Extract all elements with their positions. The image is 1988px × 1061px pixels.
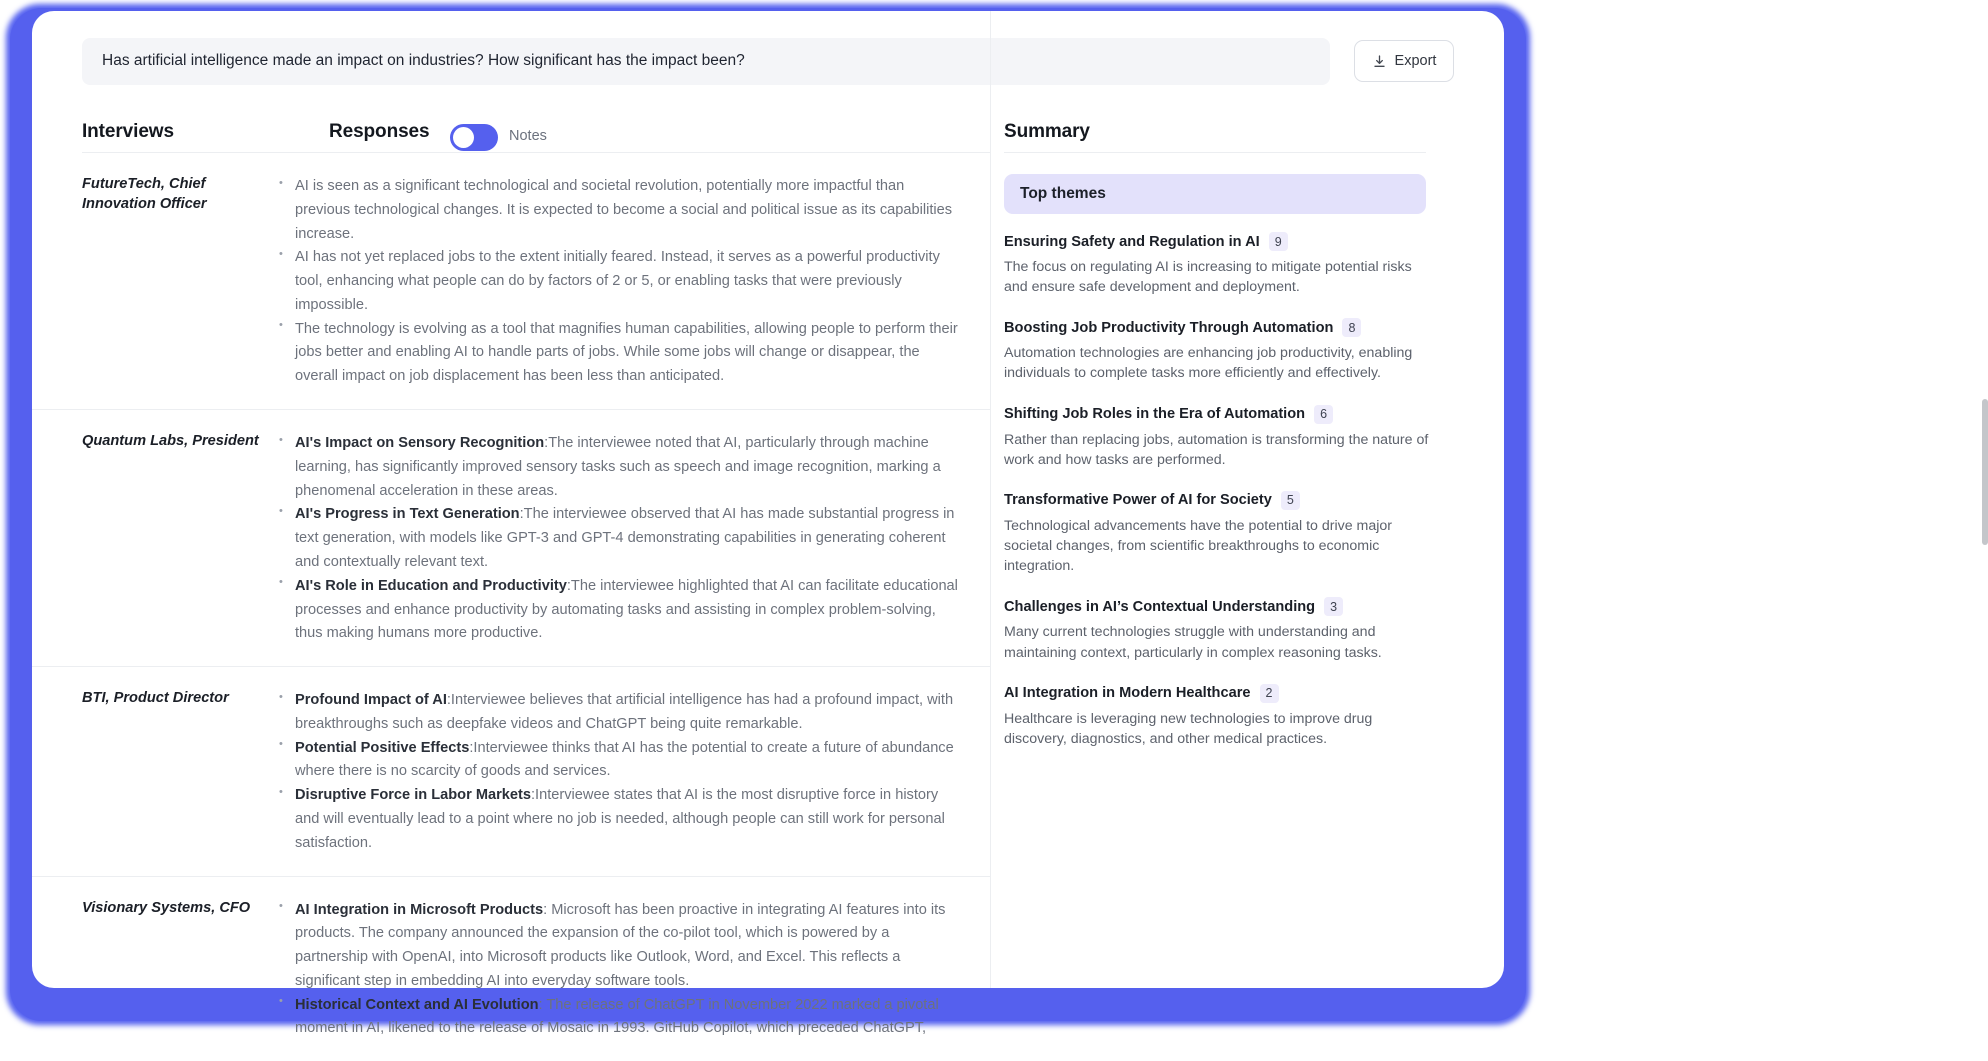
export-button[interactable] xyxy=(1354,40,1454,82)
response-bullet xyxy=(279,503,958,574)
interview-row xyxy=(32,153,990,410)
interview-row xyxy=(32,877,990,1061)
responses-scrollbar-thumb[interactable] xyxy=(1982,399,1988,545)
panel-vertical-divider xyxy=(990,11,991,988)
response-bullet-list xyxy=(279,689,990,855)
interview-row xyxy=(32,667,990,876)
response-bullet xyxy=(279,784,958,855)
response-bullet-lead: AI's Progress in Text Generation xyxy=(295,506,520,523)
interview-name: FutureTech, Chief Innovation Officer xyxy=(82,176,207,212)
response-bullet-text: AI is seen as a significant technological and societal revolution, potentially more impactful than previous technological changes. It is expected to become a social and political issue as its capabilities increase. xyxy=(295,178,953,242)
response-bullet-text: :Interviewee believes that artificial intelligence has had a profound impact, with breakthroughs such as deepfake videos and ChatGPT being quite remarkable. xyxy=(295,692,954,732)
theme-description: Technological advancements have the potential to drive major societal changes, from scientific breakthroughs to economic integration. xyxy=(1004,517,1393,575)
response-bullet-list xyxy=(279,899,990,1042)
response-bullet xyxy=(279,175,958,246)
interview-name: BTI, Product Director xyxy=(82,690,229,707)
theme-header xyxy=(1004,405,1434,424)
response-bullet-lead: Profound Impact of AI xyxy=(295,692,447,709)
response-bullet xyxy=(279,432,958,503)
response-bullet xyxy=(279,318,958,389)
response-bullet-text: : Microsoft has been proactive in integrating AI features into its products. The company announced the expansion of the co-pilot tool, which is powered by a partnership with OpenAI, into Microsoft products like Outlook, Word, and Excel. This reflects a significant step in embedding AI into everyday software tools. xyxy=(295,901,946,989)
column-headers xyxy=(32,97,1504,152)
export-button-label: Export xyxy=(1394,53,1437,69)
response-bullet-text: :The interviewee highlighted that AI can facilitate educational processes and enhance productivity by automating tasks and assisting in complex problem-solving, thus making humans more productive. xyxy=(295,577,958,642)
theme-item[interactable] xyxy=(1004,318,1434,383)
app-window xyxy=(32,11,1504,1037)
theme-item[interactable] xyxy=(1004,597,1434,662)
response-bullet-lead: AI's Impact on Sensory Recognition xyxy=(295,435,545,452)
response-bullet xyxy=(279,994,958,1042)
theme-header xyxy=(1004,684,1434,703)
theme-item[interactable] xyxy=(1004,684,1434,749)
top-themes-label: Top themes xyxy=(1020,185,1106,202)
theme-title: AI Integration in Modern Healthcare xyxy=(1004,685,1251,702)
response-bullet-lead: Historical Context and AI Evolution xyxy=(295,996,539,1013)
notes-toggle[interactable] xyxy=(450,124,498,151)
notes-toggle-knob xyxy=(453,127,474,148)
theme-title: Shifting Job Roles in the Era of Automation xyxy=(1004,406,1306,423)
response-bullet xyxy=(279,689,958,737)
top-bar xyxy=(32,11,1504,97)
question-text: Has artificial intelligence made an impact on industries? How significant has the impact been? xyxy=(102,52,745,70)
response-bullet-lead: Potential Positive Effects xyxy=(295,739,470,756)
response-bullet-text: :The interviewee noted that AI, particularly through machine learning, has significantly improved sensory tasks such as speech and image recognition, marking a phenomenal acceleration in these areas. xyxy=(295,435,941,499)
theme-item[interactable] xyxy=(1004,405,1434,470)
theme-item[interactable] xyxy=(1004,232,1434,297)
response-bullet-lead: AI's Role in Education and Productivity xyxy=(295,577,567,594)
interview-name: Quantum Labs, President xyxy=(82,433,259,450)
theme-count-badge: 2 xyxy=(1260,684,1279,703)
response-bullet xyxy=(279,899,958,994)
theme-description: Many current technologies struggle with understanding and maintaining context, particularly in complex reasoning tasks. xyxy=(1004,624,1382,661)
theme-description: Automation technologies are enhancing job productivity, enabling individuals to complete tasks more efficiently and effectively. xyxy=(1004,345,1413,382)
response-bullet xyxy=(279,737,958,785)
theme-count-badge: 6 xyxy=(1314,405,1333,424)
response-bullet-text: AI has not yet replaced jobs to the extent initially feared. Instead, it serves as a powerful productivity tool, enhancing what people can do by factors of 2 or 5, or enabling tasks that were previously impossible. xyxy=(295,249,940,313)
theme-title: Challenges in AI’s Contextual Understanding xyxy=(1004,598,1316,615)
theme-count-badge: 3 xyxy=(1324,597,1343,616)
theme-item[interactable] xyxy=(1004,491,1434,576)
question-field[interactable] xyxy=(82,38,1330,85)
theme-header xyxy=(1004,491,1434,510)
response-bullet-text: :The interviewee observed that AI has made substantial progress in text generation, with models like GPT-3 and GPT-4 demonstrating capabilities in generating coherent and contextually relevant text. xyxy=(295,506,955,570)
theme-list xyxy=(1004,232,1434,770)
response-bullet xyxy=(279,246,958,317)
response-bullet xyxy=(279,575,958,646)
response-bullet-list xyxy=(279,175,990,389)
theme-title: Transformative Power of AI for Society xyxy=(1004,492,1272,509)
summary-panel xyxy=(1004,153,1456,988)
theme-description: The focus on regulating AI is increasing to mitigate potential risks and ensure safe development and deployment. xyxy=(1004,259,1412,296)
theme-description: Rather than replacing jobs, automation is transforming the nature of work and how tasks are performed. xyxy=(1004,431,1429,468)
theme-header xyxy=(1004,318,1434,337)
response-bullet-list xyxy=(279,432,990,646)
download-icon xyxy=(1372,54,1387,69)
column-header-summary: Summary xyxy=(1004,121,1090,142)
interview-row xyxy=(32,410,990,667)
response-bullet-lead: Disruptive Force in Labor Markets xyxy=(295,787,531,804)
notes-toggle-label: Notes xyxy=(509,128,547,144)
interview-name: Visionary Systems, CFO xyxy=(82,899,251,916)
response-bullet-text: The technology is evolving as a tool that magnifies human capabilities, allowing people to perform their jobs better and enabling AI to handle parts of jobs. While some jobs will change or disappear, the overall impact on job displacement has been less than anticipated. xyxy=(295,320,958,385)
theme-count-badge: 9 xyxy=(1269,232,1288,251)
theme-count-badge: 8 xyxy=(1342,318,1361,337)
theme-header xyxy=(1004,232,1434,251)
column-header-responses: Responses xyxy=(329,121,430,142)
theme-title: Boosting Job Productivity Through Automation xyxy=(1004,319,1334,336)
response-bullet-text: :Interviewee states that AI is the most disruptive force in history and will eventually lead to a point where no job is needed, although people can still work for personal satisfaction. xyxy=(295,787,945,851)
response-bullet-text: : The release of ChatGPT in November 2022 marked a pivotal moment in AI, likened to the release of Mosaic in 1993. GitHub Copilot, which preceded ChatGPT, xyxy=(295,996,939,1037)
theme-count-badge: 5 xyxy=(1281,491,1300,510)
column-header-interviews: Interviews xyxy=(82,121,174,142)
interviews-scroll-pane[interactable] xyxy=(32,153,990,1037)
theme-header xyxy=(1004,597,1434,616)
response-bullet-lead: AI Integration in Microsoft Products xyxy=(295,901,544,918)
theme-description: Healthcare is leveraging new technologies to improve drug discovery, diagnostics, and other medical practices. xyxy=(1004,710,1373,747)
top-themes-header xyxy=(1004,174,1426,214)
theme-title: Ensuring Safety and Regulation in AI xyxy=(1004,233,1260,250)
response-bullet-text: :Interviewee thinks that AI has the potential to create a future of abundance where there is no scarcity of goods and services. xyxy=(295,739,954,780)
